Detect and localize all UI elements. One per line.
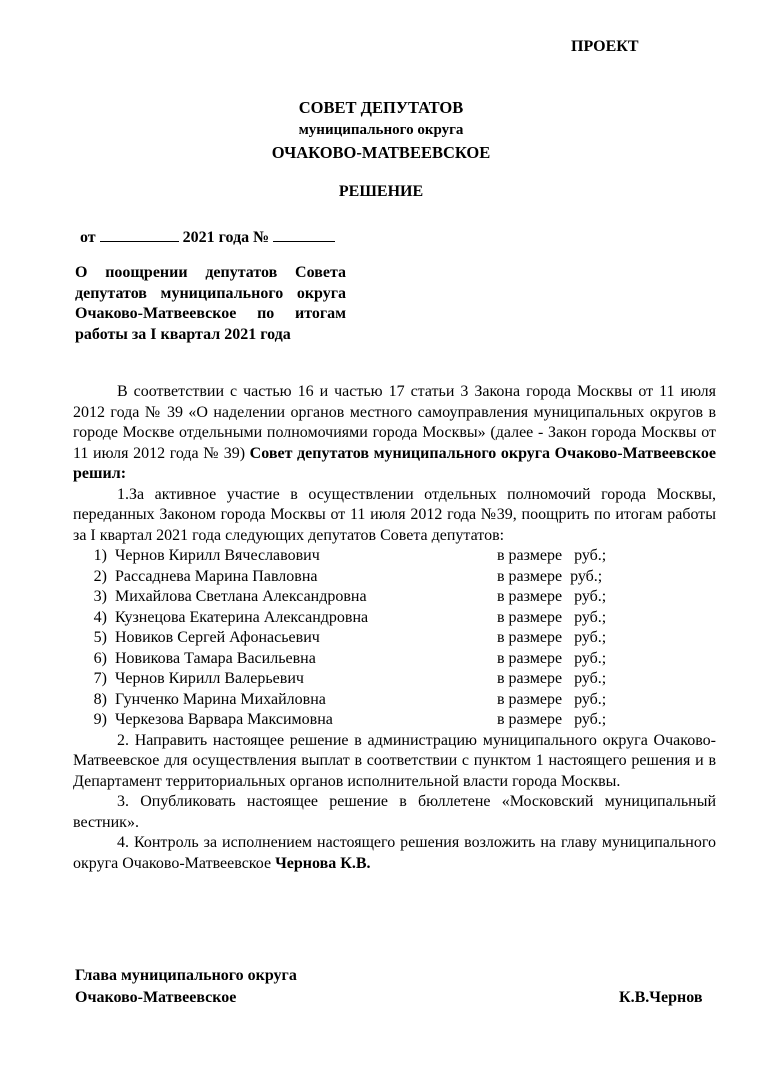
deputy-name: Михайлова Светлана Александровна xyxy=(115,588,367,605)
deputy-amount: в размере руб.; xyxy=(497,690,607,708)
deputy-amount: в размере руб.; xyxy=(497,547,607,564)
deputy-amount: в размере руб.; xyxy=(497,588,607,605)
deputy-amount: в размере руб.; xyxy=(497,670,607,687)
item-4-text: 4. Контроль за исполнением настоящего решения возложить на главу муниципального округа Очаково-Матвеевское xyxy=(73,834,716,872)
preamble-text: В соответствии с частью 16 и частью 17 статьи 3 Закона города Москвы от 11 июля 2012 года № 39 «О наделении органов местного самоуправления муниципальных округов в городе Москве отдельными полномочиями города Москвы» (далее - Закон города Москвы от 11 июля 2012 года № 39) xyxy=(73,383,716,462)
deputy-name: Чернов Кирилл Валерьевич xyxy=(115,670,304,687)
deputy-amount: в размере руб.; xyxy=(497,608,607,626)
date-from-label: от xyxy=(80,229,96,246)
deputy-name: Новиков Сергей Афонасьевич xyxy=(115,629,320,646)
deputy-name: Рассаднева Марина Павловна xyxy=(115,567,318,585)
deputy-amount: в размере руб.; xyxy=(497,629,607,646)
decision-subject: О поощрении депутатов Совета депутатов муниципального округа Очаково-Матвеевское по итогам работы за I квартал 2021 года xyxy=(75,264,346,343)
item-1: 1.За активное участие в осуществлении отдельных полномочий города Москвы, переданных Законом города Москвы от 11 июля 2012 года №39, поощрить по итогам работы за I квартал 2021 года следующих депутатов Совета депутатов: xyxy=(73,485,716,544)
list-item xyxy=(73,567,716,588)
list-item xyxy=(73,669,716,690)
item-number: 1) xyxy=(93,547,107,564)
document-type: РЕШЕНИЕ xyxy=(338,183,424,200)
deputy-amount: в размере руб.; xyxy=(497,711,607,728)
item-number: 9) xyxy=(93,711,107,728)
project-stamp: ПРОЕКТ xyxy=(571,38,639,55)
deputy-name: Новикова Тамара Васильевна xyxy=(115,649,316,667)
signature-title-line1: Глава муниципального округа xyxy=(75,967,297,984)
item-number: 5) xyxy=(93,629,107,646)
item-number: 4) xyxy=(93,608,107,626)
item-4-name: Чернова К.В. xyxy=(275,854,371,872)
item-number: 7) xyxy=(93,670,107,687)
date-line xyxy=(80,227,335,247)
list-item xyxy=(73,546,716,567)
item-number: 2) xyxy=(93,567,107,585)
org-subtitle: муниципального округа xyxy=(298,122,464,138)
item-number: 6) xyxy=(93,649,107,667)
preamble-decided: Совет депутатов муниципального округа Очаково-Матвеевское решил: xyxy=(73,444,717,482)
item-number: 8) xyxy=(93,690,107,708)
number-blank xyxy=(273,227,335,242)
list-item xyxy=(73,690,716,711)
signature-name: К.В.Чернов xyxy=(619,989,703,1006)
item-4 xyxy=(73,833,716,874)
date-year-label: 2021 года № xyxy=(182,229,270,246)
deputy-name: Чернов Кирилл Вячеславович xyxy=(115,547,320,564)
item-3: 3. Опубликовать настоящее решение в бюллетене «Московский муниципальный вестник». xyxy=(73,793,716,831)
deputy-name: Кузнецова Екатерина Александровна xyxy=(115,608,369,626)
decision-body xyxy=(73,382,716,874)
list-item xyxy=(73,628,716,649)
list-item xyxy=(73,710,716,731)
org-title: СОВЕТ ДЕПУТАТОВ xyxy=(298,98,464,117)
preamble xyxy=(73,382,716,485)
item-2: 2. Направить настоящее решение в администрацию муниципального округа Очаково-Матвеевское для осуществления выплат в соответствии с пунктом 1 настоящего решения и в Департамент территориальных органов исполнительной власти города Москвы. xyxy=(73,731,716,790)
list-item xyxy=(73,608,716,629)
list-item xyxy=(73,587,716,608)
deputies-list xyxy=(73,546,716,731)
signature-title-line2: Очаково-Матвеевское xyxy=(75,989,237,1006)
date-blank xyxy=(100,227,179,242)
deputy-amount: в размере руб.; xyxy=(497,567,603,585)
list-item xyxy=(73,649,716,670)
deputy-name: Черкезова Варвара Максимовна xyxy=(115,711,333,728)
deputy-name: Гунченко Марина Михайловна xyxy=(115,690,326,708)
org-district: ОЧАКОВО-МАТВЕЕВСКОЕ xyxy=(271,143,491,162)
item-number: 3) xyxy=(93,588,107,605)
deputy-amount: в размере руб.; xyxy=(497,649,607,667)
